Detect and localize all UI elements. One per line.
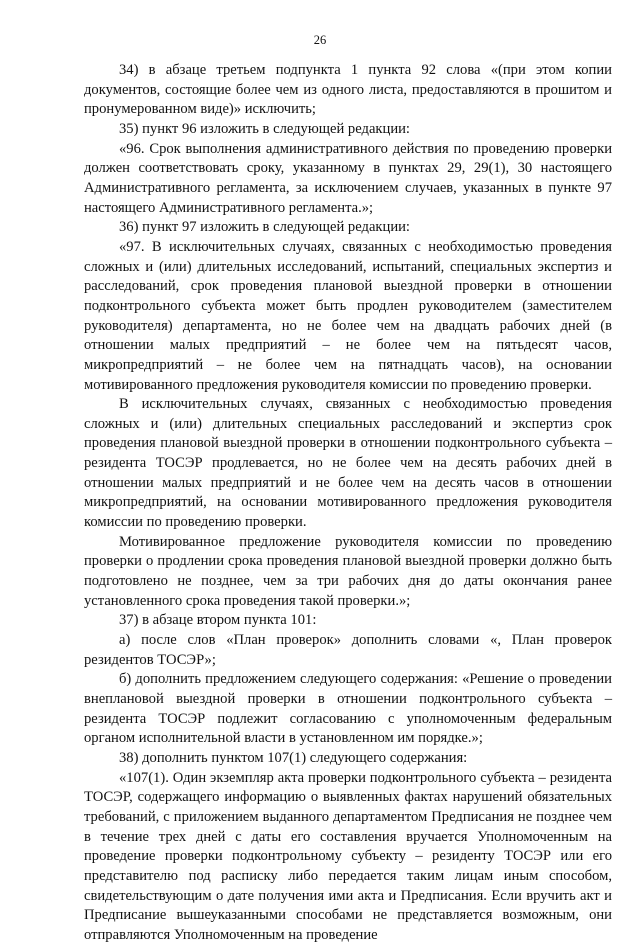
paragraph-quote-107-1: «107(1). Один экземпляр акта проверки подконтрольного субъекта – резидента ТОСЭР, содержащего информацию о выявленных фактах нарушений обязательных требований, с приложением выданного департаментом Предписания не позднее чем в течение трех дней с даты его составления вручается Уполномоченным на проведение проверки подконтрольному субъекту – резиденту ТОСЭР или его представителю под расписку либо передается таким лицам иным способом, свидетельствующим о дате получения ими акта и Предписания. Если вручить акт и Предписание вышеуказанными способами не представляется возможным, они отправляются Уполномоченным на проведение bbox=[84, 769, 612, 943]
document-body bbox=[84, 61, 612, 946]
paragraph-quote-96: «96. Срок выполнения административного действия по проведению проверки должен соответствовать сроку, указанному в пунктах 29, 29(1), 30 настоящего Административного регламента, за исключением случаев, указанных в пункте 97 настоящего Административного регламента.»; bbox=[84, 140, 612, 216]
paragraph-motivated-proposal: Мотивированное предложение руководителя комиссии по проведению проверки о продлении срока проведения плановой выездной проверки должно быть подготовлено не позднее, чем за три рабочих дня до даты окончания ранее установленного срока проведения такой проверки.»; bbox=[84, 533, 612, 609]
page-number: 26 bbox=[313, 33, 327, 47]
paragraph-item-35: 35) пункт 96 изложить в следующей редакции: bbox=[119, 120, 410, 137]
paragraph-subitem-b: б) дополнить предложением следующего содержания: «Решение о проведении внеплановой выездной проверки в отношении подконтрольного субъекта – резидента ТОСЭР подлежит согласованию с уполномоченным федеральным органом исполнительной власти в установленном им порядке.»; bbox=[84, 671, 612, 747]
paragraph-subitem-a: а) после слов «План проверок» дополнить словами «, План проверок резидентов ТОСЭР»; bbox=[84, 632, 612, 668]
paragraph-item-34: 34) в абзаце третьем подпункта 1 пункта 92 слова «(при этом копии документов, состоящие более чем из одного листа, предоставляются в прошитом и пронумерованном виде)» исключить; bbox=[84, 62, 612, 118]
paragraph-item-37: 37) в абзаце втором пункта 101: bbox=[119, 612, 317, 629]
paragraph-item-38: 38) дополнить пунктом 107(1) следующего содержания: bbox=[119, 749, 468, 766]
paragraph-tosër-extension: В исключительных случаях, связанных с необходимостью проведения сложных и (или) длительных специальных расследований и экспертиз срок проведения плановой выездной проверки в отношении подконтрольного субъекта – резидента ТОСЭР продлевается, но не более чем на десять рабочих дней в отношении малых предприятий и не более чем на десять часов в отношении микропредприятий, на основании мотивированного предложения руководителя комиссии по проведению проверки. bbox=[84, 396, 612, 531]
paragraph-quote-97: «97. В исключительных случаях, связанных с необходимостью проведения сложных и (или) длительных исследований, испытаний, специальных экспертиз и расследований, срок проведения плановой выездной проверки в отношении подконтрольного субъекта может быть продлен руководителем (заместителем руководителя) департамента, но не более чем на двадцать рабочих дней (в отношении малых предприятий – не более чем на пятьдесят часов, микропредприятий – не более чем на пятнадцать часов), на основании мотивированного предложения руководителя комиссии по проведению проверки. bbox=[84, 238, 612, 393]
paragraph-item-36: 36) пункт 97 изложить в следующей редакции: bbox=[119, 219, 410, 236]
